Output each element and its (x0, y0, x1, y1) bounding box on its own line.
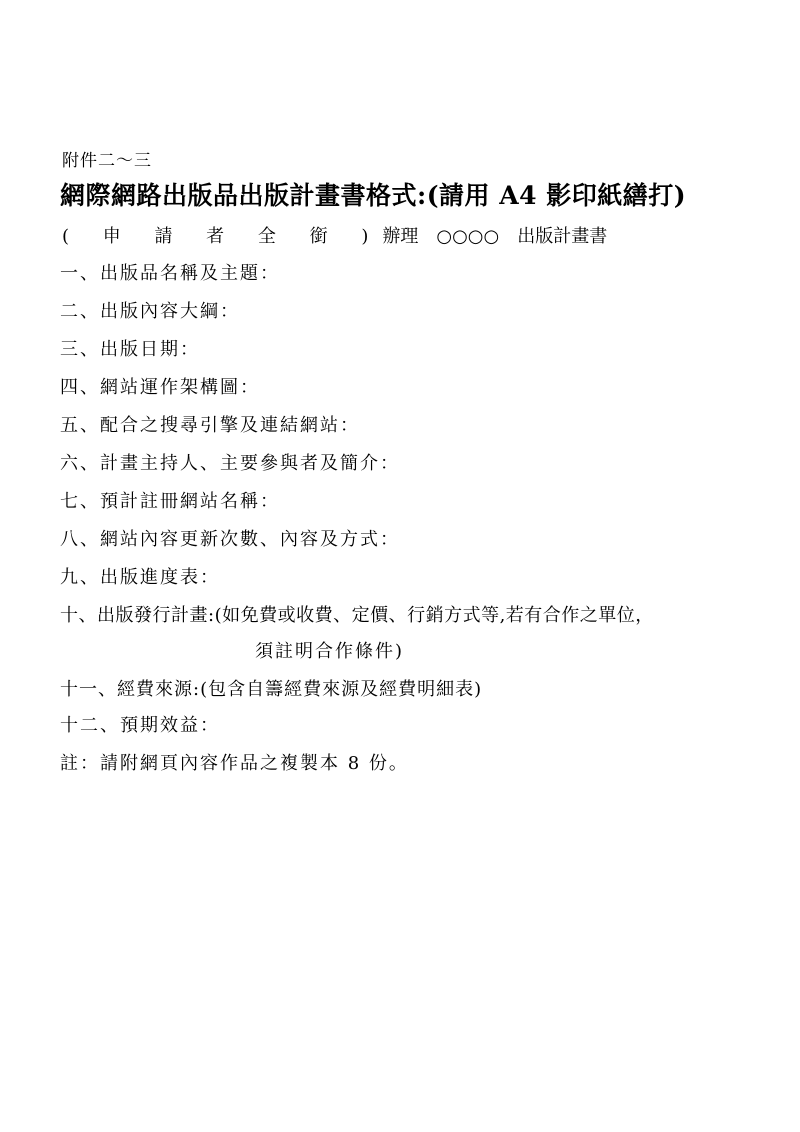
item-11: 十一、經費來源:(包含自籌經費來源及經費明細表) (60, 679, 483, 700)
item-6: 六、計畫主持人、主要參與者及簡介： (60, 453, 400, 474)
item-12: 十二、預期效益： (60, 715, 220, 736)
item-1: 一、出版品名稱及主題： (60, 263, 280, 284)
handles-text: 辦理 (382, 226, 419, 247)
document-title: 網際網路出版品出版計畫書格式:(請用 A4 影印紙繕打) (60, 181, 687, 210)
applicant-line (62, 222, 607, 248)
attachment-label: 附件二～三 (62, 151, 152, 171)
item-9: 九、出版進度表： (60, 567, 220, 588)
item-7: 七、預計註冊網站名稱： (60, 491, 280, 512)
item-8: 八、網站內容更新次數、內容及方式： (60, 529, 400, 550)
item-2: 二、出版內容大綱： (60, 301, 240, 322)
plan-text: 出版計畫書 (517, 226, 608, 247)
item-5: 五、配合之搜尋引擎及連結網站： (60, 415, 360, 436)
note: 註：請附網頁內容作品之複製本 8 份。 (60, 753, 409, 774)
item-4: 四、網站運作架構圖： (60, 377, 260, 398)
circle-placeholders: ○○○○ (436, 226, 500, 247)
item-10: 十、出版發行計畫:(如免費或收費、定價、行銷方式等,若有合作之單位， (60, 605, 654, 626)
item-10-continuation: 須註明合作條件) (255, 641, 405, 662)
applicant-placeholder: ( 申 請 者 全 銜 ) (62, 226, 383, 247)
item-3: 三、出版日期： (60, 339, 200, 360)
